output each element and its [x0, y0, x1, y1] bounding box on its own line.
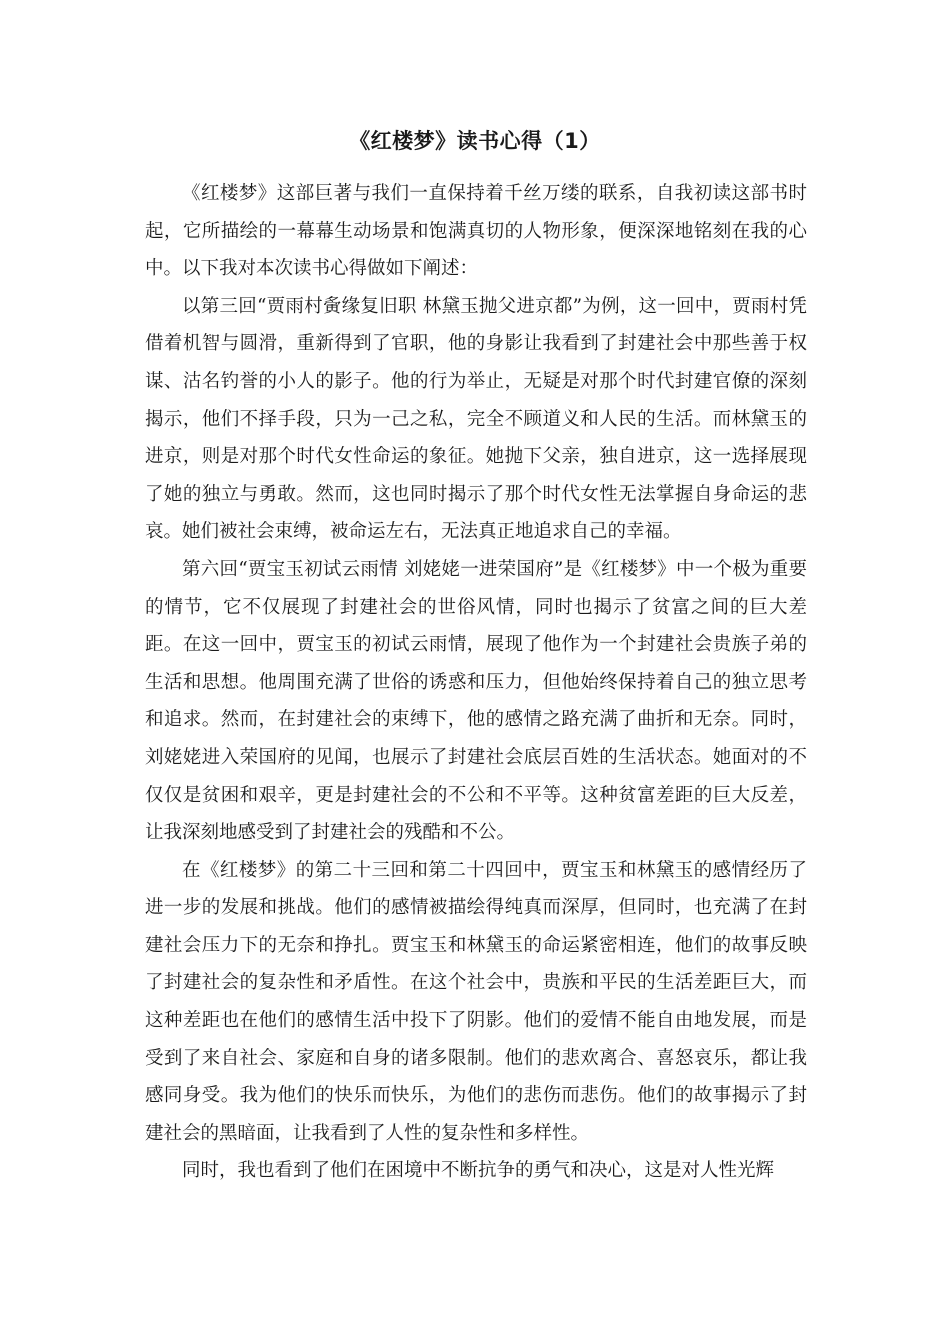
- paragraph-chapter-3: 以第三回“贾雨村夤缘复旧职 林黛玉抛父进京都”为例，这一回中，贾雨村凭借着机智与圆滑，重新得到了官职，他的身影让我看到了封建社会中那些善于权谋、沽名钓誉的小人的影子。他的行为举止，无疑是对那个时代封建官僚的深刻揭示，他们不择手段，只为一己之私，完全不顾道义和人民的生活。而林黛玉的进京，则是对那个时代女性命运的象征。她抛下父亲，独自进京，这一选择展现了她的独立与勇敢。然而，这也同时揭示了那个时代女性无法掌握自身命运的悲哀。她们被社会束缚，被命运左右，无法真正地追求自己的幸福。: [145, 295, 807, 543]
- paragraph-chapter-6: 第六回“贾宝玉初试云雨情 刘姥姥一进荣国府”是《红楼梦》中一个极为重要的情节，它不仅展现了封建社会的世俗风情，同时也揭示了贫富之间的巨大差距。在这一回中，贾宝玉的初试云雨情，展现了他作为一个封建社会贵族子弟的生活和思想。他周围充满了世俗的诱惑和压力，但他始终保持着自己的独立思考和追求。然而，在封建社会的束缚下，他的感情之路充满了曲折和无奈。同时，刘姥姥进入荣国府的见闻，也展示了封建社会底层百姓的生活状态。她面对的不仅仅是贫困和艰辛，更是封建社会的不公和不平等。这种贫富差距的巨大反差，让我深刻地感受到了封建社会的残酷和不公。: [145, 558, 807, 844]
- document-title: 《红楼梦》读书心得（1）: [349, 129, 601, 153]
- document-body: [145, 175, 807, 1190]
- paragraph-intro: 《红楼梦》这部巨著与我们一直保持着千丝万缕的联系，自我初读这部书时起，它所描绘的一幕幕生动场景和饱满真切的人物形象，便深深地铭刻在我的心中。以下我对本次读书心得做如下阐述：: [145, 183, 807, 280]
- paragraph-chapter-23-24: 在《红楼梦》的第二十三回和第二十四回中，贾宝玉和林黛玉的感情经历了进一步的发展和挑战。他们的感情被描绘得纯真而深厚，但同时，也充满了在封建社会压力下的无奈和挣扎。贾宝玉和林黛玉的命运紧密相连，他们的故事反映了封建社会的复杂性和矛盾性。在这个社会中，贵族和平民的生活差距巨大，而这种差距也在他们的感情生活中投下了阴影。他们的爱情不能自由地发展，而是受到了来自社会、家庭和自身的诸多限制。他们的悲欢离合、喜怒哀乐，都让我感同身受。我为他们的快乐而快乐，为他们的悲伤而悲伤。他们的故事揭示了封建社会的黑暗面，让我看到了人性的复杂性和多样性。: [145, 859, 807, 1144]
- paragraph-continuation: 同时，我也看到了他们在困境中不断抗争的勇气和决心，这是对人性光辉: [182, 1160, 775, 1182]
